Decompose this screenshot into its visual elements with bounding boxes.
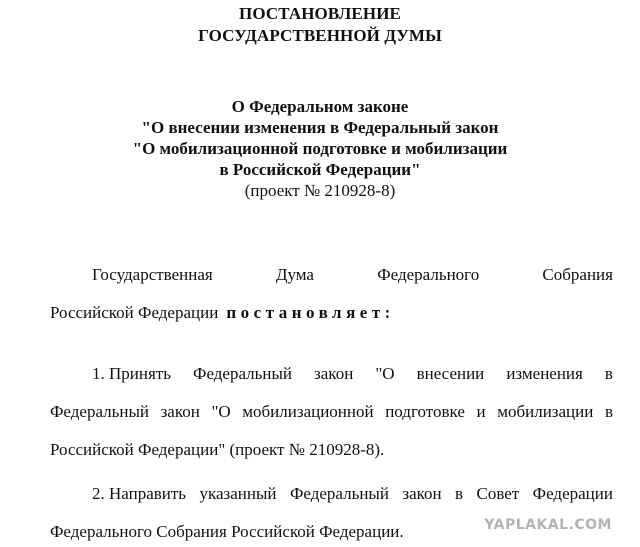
word: 2. Направить [92,484,187,503]
word: Совет [476,484,520,503]
title-line-2: ГОСУДАРСТВЕННОЙ ДУМЫ [198,26,442,45]
word: внесении [416,364,485,383]
title-line-1: ПОСТАНОВЛЕНИЕ [239,4,401,23]
word: указанный [199,484,277,503]
decree-word: постановляет: [226,303,395,322]
word: закон [314,364,354,383]
word: мобилизации [497,402,594,421]
word: в [604,402,613,421]
para1-line1 [92,264,613,286]
law-line-3: "О мобилизационной подготовке и мобилизации [132,139,508,158]
word: закон [402,484,442,503]
item1-line3: Российской Федерации" (проект № 210928-8). [50,440,385,459]
word: подготовке [385,402,465,421]
project-number: (проект № 210928-8) [244,181,396,200]
word: Федерального [377,265,480,284]
item1-line2 [50,401,613,423]
word: Федерации [532,484,613,503]
word: в [455,484,464,503]
item2-line1 [92,483,613,505]
word: мобилизационной [242,402,374,421]
word: Дума [275,265,314,284]
law-line-2: "О внесении изменения в Федеральный закон [141,118,499,137]
word: в [604,364,613,383]
word: и [476,402,486,421]
law-line-4: в Российской Федерации" [219,160,421,179]
item2-line2: Федерального Собрания Российской Федерации. [50,522,404,541]
para1-line2 [50,302,395,324]
site-watermark: YAPLAKAL.COM [484,517,612,533]
document-title [0,3,640,47]
para1-text: Российской Федерации [50,303,219,322]
word: Федеральный [50,402,149,421]
word: "О [211,402,231,421]
word: Государственная [92,265,213,284]
law-line-1: О Федеральном законе [231,97,409,116]
word: 1. Принять [92,364,171,383]
word: Федеральный [289,484,389,503]
item1-line1 [92,363,613,385]
law-heading [0,96,640,201]
word: закон [160,402,200,421]
word: Собрания [542,265,613,284]
word: "О [375,364,395,383]
word: изменения [506,364,583,383]
word: Федеральный [193,364,293,383]
